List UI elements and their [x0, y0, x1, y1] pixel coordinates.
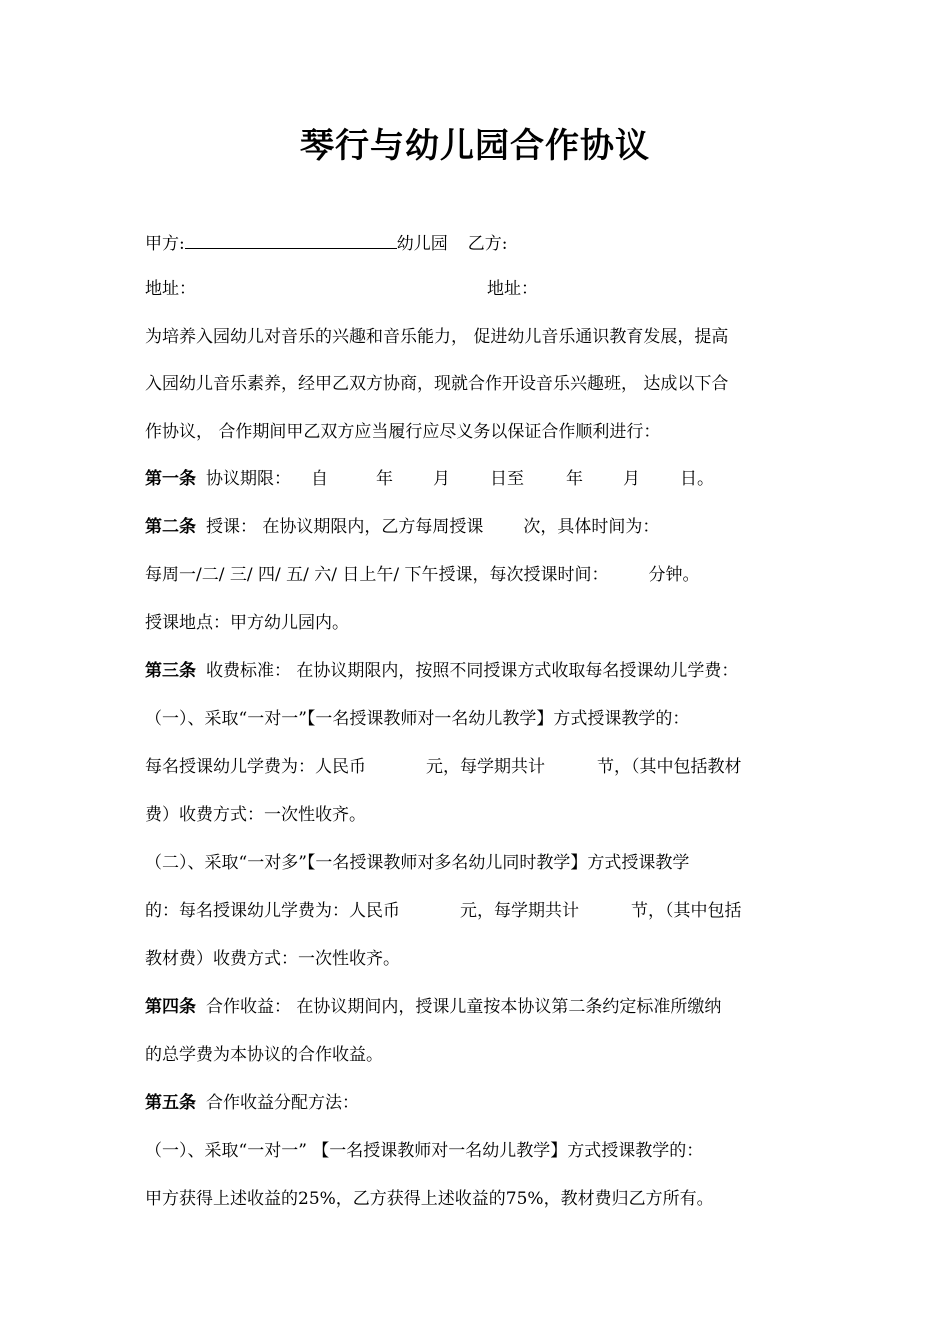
article-2-line-3: 授课地点：甲方幼儿园内。: [145, 613, 349, 633]
party-a-label: 甲方:: [145, 234, 185, 254]
article-1-month: 月: [433, 469, 450, 489]
article-3-item-2-line-3: 教材费）收费方式：一次性收齐。: [145, 949, 400, 969]
document-title: 琴行与幼儿园合作协议: [300, 126, 650, 166]
address-a-label: 地址：: [145, 279, 196, 299]
article-3-item-2-includes: 节，（其中包括: [631, 901, 742, 921]
article-3: [145, 659, 815, 683]
article-3-item-2-line-2: [145, 899, 815, 923]
article-3-label: 第三条: [145, 661, 196, 681]
article-1: [145, 467, 815, 491]
intro-line-3: 作协议， 合作期间甲乙双方应当履行应尽义务以保证合作顺利进行：: [145, 422, 661, 442]
intro-line-2: 入园幼儿音乐素养，经甲乙双方协商，现就合作开设音乐兴趣班， 达成以下合: [145, 374, 729, 394]
article-5: [145, 1091, 815, 1115]
article-1-text: 协议期限：: [206, 469, 291, 489]
article-3-item-1-line-2: [145, 755, 815, 779]
article-2-text-a: 授课： 在协议期限内，乙方每周授课: [206, 517, 484, 537]
article-1-label: 第一条: [145, 469, 196, 489]
article-4-line-2: 的总学费为本协议的合作收益。: [145, 1045, 383, 1065]
article-2-label: 第二条: [145, 517, 196, 537]
article-3-text: 收费标准： 在协议期限内，按照不同授课方式收取每名授课幼儿学费：: [206, 661, 739, 681]
article-2-minutes: 分钟。: [648, 565, 700, 585]
article-3-item-1-sessions: 元，每学期共计: [426, 757, 545, 777]
article-1-day-end: 日。: [680, 469, 714, 489]
article-1-day-to: 日至: [490, 469, 524, 489]
article-5-item-1-line-1: （一）、采取“一对一” 【一名授课教师对一名幼儿教学】方式授课教学的：: [145, 1141, 704, 1161]
article-3-item-1-line-3: 费）收费方式：一次性收齐。: [145, 805, 366, 825]
article-5-text: 合作收益分配方法：: [206, 1093, 359, 1113]
party-line: [145, 230, 815, 256]
party-a-suffix: 幼儿园: [396, 234, 448, 254]
article-2-text-b: 次，具体时间为：: [523, 517, 660, 537]
article-4-label: 第四条: [145, 997, 196, 1017]
party-b-label: 乙方:: [467, 234, 508, 254]
article-1-year: 年: [376, 469, 393, 489]
article-4-text: 合作收益： 在协议期间内，授课儿童按本协议第二条约定标准所缴纳: [206, 997, 722, 1017]
article-3-item-1-fee: 每名授课幼儿学费为：人民币: [145, 757, 366, 777]
party-a-blank: [185, 230, 397, 249]
article-3-item-2-sessions: 元，每学期共计: [460, 901, 579, 921]
article-3-item-2-line-1: （二）、采取“一对多”【一名授课教师对多名幼儿同时教学】方式授课教学: [145, 853, 690, 873]
article-2-schedule: 每周一/二/ 三/ 四/ 五/ 六/ 日上午/ 下午授课，每次授课时间：: [145, 565, 609, 585]
article-1-year-end: 年: [566, 469, 583, 489]
address-line: [145, 277, 815, 301]
article-5-label: 第五条: [145, 1093, 196, 1113]
article-1-month-end: 月: [623, 469, 640, 489]
article-2-line-2: [145, 563, 815, 587]
article-4: [145, 995, 815, 1019]
intro-line-1: 为培养入园幼儿对音乐的兴趣和音乐能力， 促进幼儿音乐通识教育发展，提高: [145, 327, 729, 347]
article-1-from: 自: [311, 469, 328, 489]
article-5-item-1-line-2: 甲方获得上述收益的25%，乙方获得上述收益的75%，教材费归乙方所有。: [145, 1189, 714, 1209]
article-3-item-1-includes: 节，（其中包括教材: [597, 757, 742, 777]
article-3-item-2-fee: 的：每名授课幼儿学费为：人民币: [145, 901, 400, 921]
address-b-label: 地址：: [487, 279, 538, 299]
article-3-item-1-line-1: （一）、采取“一对一”【一名授课教师对一名幼儿教学】方式授课教学的：: [145, 709, 690, 729]
article-2: [145, 515, 815, 539]
